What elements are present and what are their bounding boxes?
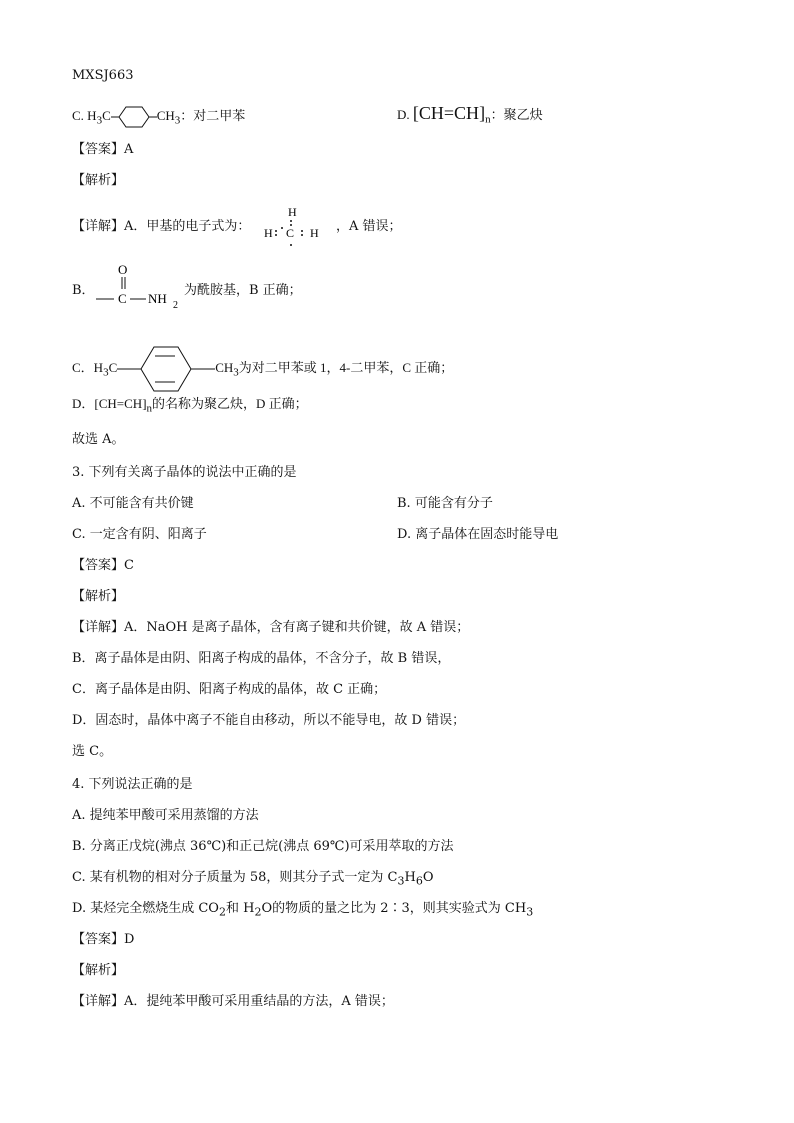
sub: 2 [254, 905, 262, 919]
polymer-bracket-right: ] [142, 396, 147, 411]
benzene-ring-icon [111, 104, 157, 130]
option-d-text: O的物质的量之比为 2∶3，则其实验式为 CH [261, 901, 527, 916]
q3-detail-2 [72, 650, 450, 668]
atom-c: C [118, 291, 127, 306]
q4-detail-1 [72, 993, 394, 1011]
analysis-label: 【解析】 [72, 963, 125, 978]
q4-answer [72, 931, 134, 949]
sub: 3 [397, 874, 405, 888]
q3-option-d [397, 526, 558, 544]
opt-d-prefix: D. [397, 107, 410, 122]
answer-label: 【答案】 [72, 558, 125, 573]
answer-value: C [124, 558, 134, 573]
q2-analysis-label [72, 172, 124, 190]
option-d-text: D. 某烃完全燃烧生成 CO [72, 901, 219, 916]
q2-option-c [72, 104, 245, 130]
doc-code [72, 67, 134, 85]
q4-analysis-label [72, 962, 124, 980]
detail-text: C．离子晶体是由阴、阳离子构成的晶体，故 C 正确； [72, 682, 387, 697]
atom-c: C [108, 359, 118, 375]
option-b-text: B. 可能含有分子 [397, 496, 493, 511]
sub: 3 [174, 114, 181, 127]
detail-c-prefix: C．H [72, 359, 104, 375]
option-a-text: A. 提纯苯甲酸可采用蒸馏的方法 [72, 808, 259, 823]
polymer-n: n [485, 113, 491, 126]
analysis-label: 【解析】 [72, 589, 125, 604]
sub: 6 [415, 874, 423, 888]
detail-text: B．离子晶体是由阴、阳离子构成的晶体，不含分子，故 B 错误， [72, 651, 451, 666]
amide-group-structure [94, 262, 184, 312]
question-text: 3. 下列有关离子晶体的说法中正确的是 [72, 465, 297, 480]
polymer-formula: CH=CH [418, 103, 480, 123]
detail-label: 【详解】 [72, 219, 125, 234]
methyl-electron-formula [262, 204, 334, 254]
detail-text: 【详解】A．提纯苯甲酸可采用重结晶的方法，A 错误； [72, 994, 394, 1009]
polymer-bracket-right: ] [479, 103, 486, 123]
q2-detail-a [72, 218, 250, 236]
q2-answer [72, 141, 133, 159]
detail-text: 【详解】A．NaOH 是离子晶体，含有离子键和共价键，故 A 错误； [72, 620, 470, 635]
conclusion-text: 选 C。 [72, 744, 113, 759]
q2-detail-d [72, 395, 308, 418]
option-d-text: 和 H [225, 901, 255, 916]
q4-question [72, 776, 193, 794]
q3-option-a [72, 495, 194, 513]
atom-o: O [118, 262, 128, 277]
sub: 3 [103, 366, 109, 379]
detail-d-prefix: D． [72, 396, 95, 411]
detail-text: D．固态时，晶体中离子不能自由移动，所以不能导电，故 D 错误； [72, 713, 466, 728]
q2-detail-a-suffix [336, 218, 402, 236]
opt-c-prefix: C. H [72, 107, 97, 123]
q2-detail-c [72, 343, 453, 395]
atom-c: C [102, 107, 111, 123]
q2-detail-b [184, 282, 302, 300]
atom-o: O [422, 870, 434, 885]
sub-2: 2 [173, 300, 178, 311]
answer-label: 【答案】 [72, 932, 125, 947]
q2-option-d [397, 104, 543, 129]
atom-h: H [264, 226, 273, 240]
polymer-bracket-left: [ [412, 103, 419, 123]
option-c-text: C. 某有机物的相对分子质量为 58，则其分子式一定为 C [72, 870, 398, 885]
detail-c-text: 为对二甲苯或 1，4-二甲苯，C 正确； [238, 359, 454, 375]
option-c-text: C. 一定含有阴、阳离子 [72, 527, 207, 542]
question-text: 4. 下列说法正确的是 [72, 777, 193, 792]
analysis-label: 【解析】 [72, 173, 125, 188]
detail-b-prefix: B． [72, 283, 95, 298]
q3-detail-4 [72, 712, 465, 730]
atom-h: H [404, 870, 416, 885]
detail-b-text: 为酰胺基，B 正确； [184, 283, 302, 298]
polymer-bracket-left: [ [94, 396, 99, 411]
opt-d-name: ：聚乙炔 [490, 107, 543, 122]
opt-c-name: ：对二甲苯 [180, 107, 246, 123]
q2-conclusion [72, 431, 125, 449]
atom-nh: NH [148, 291, 167, 306]
detail-a-suffix: ，A 错误； [336, 219, 402, 234]
q3-conclusion [72, 743, 112, 761]
q4-option-a [72, 807, 259, 825]
answer-label: 【答案】 [72, 142, 125, 157]
atom-c: C [286, 226, 295, 240]
answer-value: A [124, 142, 134, 157]
conclusion-text: 故选 A。 [72, 432, 125, 447]
polymer-n: n [146, 402, 153, 415]
answer-value: D [124, 932, 135, 947]
atom-h: H [288, 205, 297, 219]
q2-detail-b-prefix [72, 282, 95, 300]
q3-option-c [72, 526, 207, 544]
detail-d-text: 的名称为聚乙炔，D 正确； [152, 396, 308, 411]
q3-answer [72, 557, 134, 575]
q3-question [72, 464, 297, 482]
q3-option-b [397, 495, 493, 513]
sub: 3 [96, 114, 103, 127]
q4-option-d [72, 900, 533, 922]
sub: 3 [526, 905, 534, 919]
polymer-formula: CH=CH [98, 396, 143, 411]
doc-code-text: MXSJ663 [72, 68, 134, 83]
option-b-text: B. 分离正戊烷(沸点 36℃)和正己烷(沸点 69℃)可采用萃取的方法 [72, 839, 454, 854]
sub: 2 [218, 905, 226, 919]
q4-option-b [72, 838, 454, 856]
q3-analysis-label [72, 588, 124, 606]
benzene-ring-icon [117, 343, 215, 395]
q3-detail-1 [72, 619, 469, 637]
atom-ch: CH [215, 359, 234, 375]
option-d-text: D. 离子晶体在固态时能导电 [397, 527, 559, 542]
atom-h: H [310, 226, 319, 240]
q4-option-c [72, 869, 434, 891]
detail-a-text: A．甲基的电子式为： [124, 219, 251, 234]
sub: 3 [233, 366, 239, 379]
atom-ch: CH [156, 107, 175, 123]
option-a-text: A. 不可能含有共价键 [72, 496, 194, 511]
q3-detail-3 [72, 681, 386, 699]
